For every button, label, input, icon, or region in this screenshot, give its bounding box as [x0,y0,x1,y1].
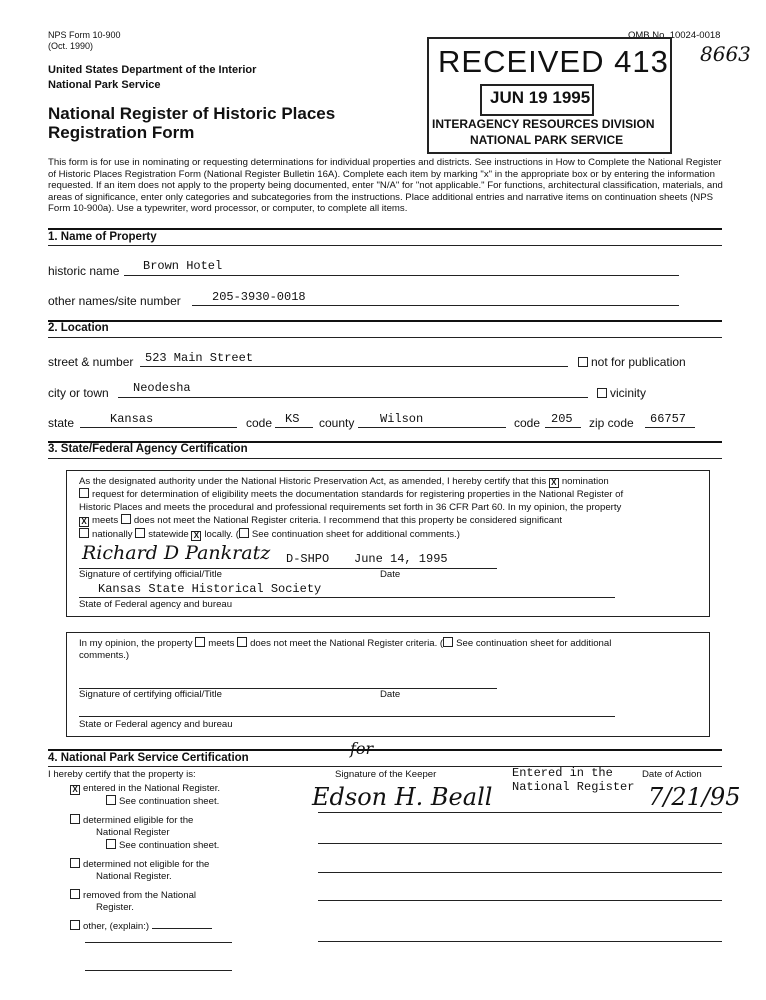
action-date: 7/21/95 [648,783,741,811]
not-eligible-checkbox[interactable] [70,858,80,868]
removed-checkbox[interactable] [70,889,80,899]
agency: National Park Service [48,79,161,91]
form-number: NPS Form 10-900 [48,30,121,40]
other-checkbox[interactable] [70,920,80,930]
eligible-cont-checkbox[interactable] [106,839,116,849]
entered-checkbox[interactable]: X [70,785,80,795]
historic-name-label: historic name [48,264,120,278]
vicinity-option[interactable]: vicinity [597,386,646,400]
instructions-paragraph: This form is for use in nominating or requesting determinations for individual properties and districts. See instructions in How to Complete the National Register of Historic Places Registration Form (National Register Bulletin 16A). Complete each item by marking "x" in the appropriate box or by entering the information requested. If an item does not apply to the property being documented, enter "N/A" for "not applicable." For functions, architectural classification, materials, and areas of significance, enter only categories and subcategories from the instructions. Place additional entries and narrative items on continuation sheets (NPS Form 10-900a). Use a typewriter, word processor, or computer, to complete all items. [48,157,723,215]
option-entered-cont[interactable]: See continuation sheet. [70,795,220,808]
opinion-meets-checkbox[interactable] [195,637,205,647]
other-names-field[interactable]: 205-3930-0018 [212,290,306,304]
state-code-label: code [246,416,273,430]
not-for-publication-checkbox[interactable] [578,357,588,367]
county-code-label: code [514,416,541,430]
zip-field[interactable]: 66757 [650,412,687,426]
option-not-eligible[interactable]: determined not eligible for the [70,858,220,871]
stamp-received: RECEIVED 413 [438,44,669,79]
county-field[interactable]: Wilson [380,412,424,426]
does-not-meet-checkbox[interactable] [121,514,131,524]
handwritten-for: for [350,739,374,758]
vicinity-checkbox[interactable] [597,388,607,398]
stamp-date: JUN 19 1995 [490,88,591,107]
option-eligible-line2: National Register [96,827,170,838]
entered-cont-checkbox[interactable] [106,795,116,805]
zip-label: zip code [589,416,634,430]
nomination-checkbox[interactable]: X [549,478,559,488]
agency-label-2: State or Federal agency and bureau [79,719,233,730]
stamp-division: INTERAGENCY RESOURCES DIVISION [432,117,655,131]
handwritten-number: 8663 [700,42,751,66]
option-removed[interactable]: removed from the National [70,889,220,902]
not-for-publication-option[interactable]: not for publication [578,355,686,369]
cert-line-2: request for determination of eligibility meets the documentation standards for registering properties in the National Register of [79,488,623,501]
signature-label-2: Signature of certifying official/Title [79,689,222,700]
action-line-2: National Register [512,780,635,794]
section-1-heading: 1. Name of Property [48,231,157,243]
omb-number: OMB No. 10024-0018 [628,30,721,41]
date-of-action-label: Date of Action [642,769,702,780]
certify-intro: I hereby certify that the property is: [48,769,196,780]
section-4-heading: 4. National Park Service Certification [48,752,249,764]
county-code-field[interactable]: 205 [551,412,573,426]
signature-label: Signature of certifying official/Title [79,569,222,580]
cert-line-1: As the designated authority under the National Historic Preservation Act, as amended, I hereby certify that this X nomination [79,476,609,487]
department: United States Department of the Interior [48,64,257,76]
city-field[interactable]: Neodesha [133,381,191,395]
street-field[interactable]: 523 Main Street [145,351,254,365]
keeper-label: Signature of the Keeper [335,769,437,780]
opinion-continuation-checkbox[interactable] [443,637,453,647]
eligible-checkbox[interactable] [70,814,80,824]
locally-checkbox[interactable]: X [191,531,201,541]
nationally-checkbox[interactable] [79,528,89,538]
historic-name-field[interactable]: Brown Hotel [143,259,223,273]
opinion-line-2: comments.) [79,650,130,661]
option-entered[interactable]: X entered in the National Register. [70,783,220,795]
street-label: street & number [48,355,134,369]
state-code-field[interactable]: KS [285,412,300,426]
see-continuation-checkbox[interactable] [239,528,249,538]
form-title-line2: Registration Form [48,123,195,142]
form-date: (Oct. 1990) [48,41,94,51]
meets-checkbox[interactable]: X [79,517,89,527]
agency-label: State of Federal agency and bureau [79,599,233,610]
state-label: state [48,416,75,430]
action-line-1: Entered in the [512,766,613,780]
certification-date: June 14, 1995 [354,552,448,566]
certifying-signature: Richard D Pankratz [82,542,271,564]
date-label-2: Date [380,689,401,700]
cert-line-5: nationally statewide X locally. ( See continuation sheet for additional comments.) [79,528,623,541]
option-other[interactable]: other, (explain:) [70,920,220,933]
keeper-signature: Edson H. Beall [312,783,493,811]
city-label: city or town [48,386,109,400]
state-field[interactable]: Kansas [110,412,154,426]
option-eligible[interactable]: determined eligible for the [70,814,220,827]
date-label: Date [380,569,401,580]
stamp-service: NATIONAL PARK SERVICE [470,133,624,147]
option-eligible-cont[interactable]: See continuation sheet. [70,839,220,852]
certifying-agency: Kansas State Historical Society [98,582,322,596]
certifying-title: D-SHPO [286,552,330,566]
option-not-eligible-line2: National Register. [96,871,172,882]
county-label: county [319,416,355,430]
section-2-heading: 2. Location [48,322,109,334]
request-checkbox[interactable] [79,488,89,498]
option-removed-line2: Register. [96,902,134,913]
opinion-does-not-meet-checkbox[interactable] [237,637,247,647]
opinion-line: In my opinion, the property meets does not meet the National Register criteria. ( See continuation sheet for additional [79,638,612,649]
other-names-label: other names/site number [48,294,181,308]
section-3-heading: 3. State/Federal Agency Certification [48,443,248,455]
cert-line-4: X meets does not meet the National Register criteria. I recommend that this property be considered significant [79,514,623,527]
cert-line-3: Historic Places and meets the procedural and professional requirements set forth in 36 CFR Part 60. In my opinion, the property [79,501,622,513]
statewide-checkbox[interactable] [135,528,145,538]
form-title-line1: National Register of Historic Places [48,104,336,123]
